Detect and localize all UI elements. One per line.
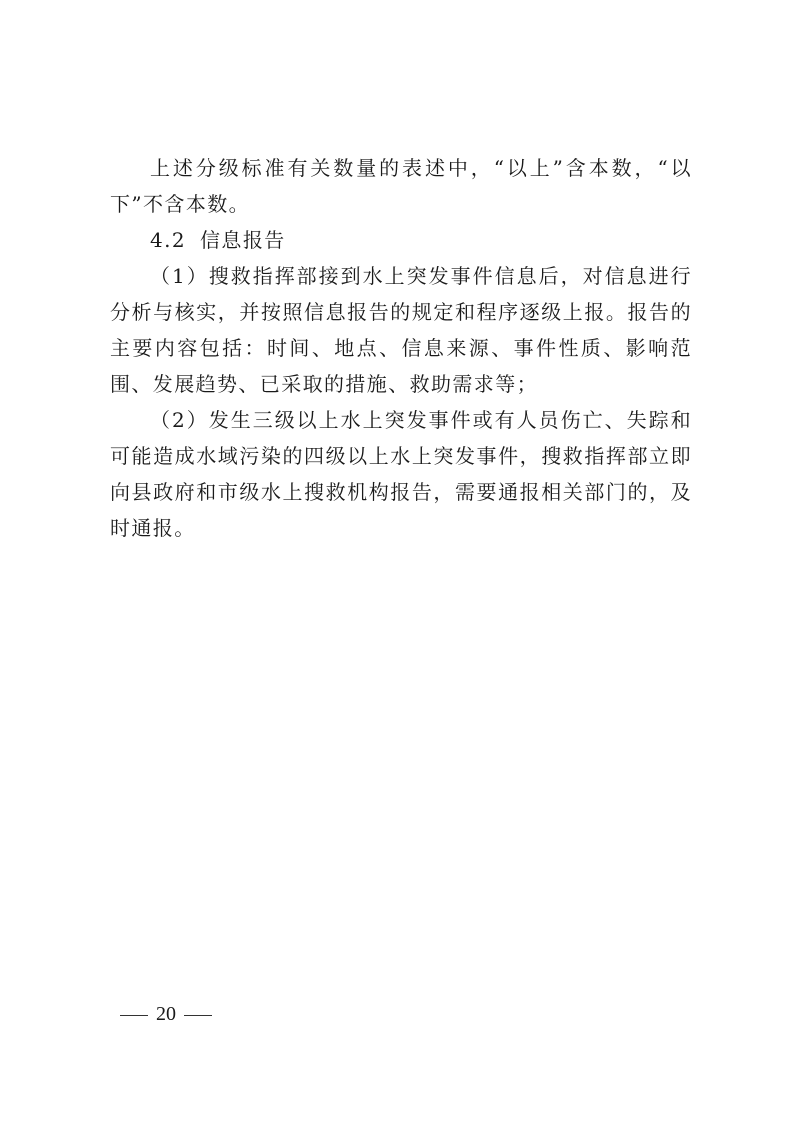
paragraph-grading-note: 上述分级标准有关数量的表述中，“以上”含本数，“以下”不含本数。 (110, 156, 692, 216)
footer-dash-right (184, 1015, 212, 1016)
body-text (110, 150, 692, 546)
page-number: 20 (156, 1003, 176, 1025)
page-footer (112, 1003, 220, 1026)
footer-dash-left (120, 1015, 148, 1016)
list-item-2: （2）发生三级以上水上突发事件或有人员伤亡、失踪和可能造成水域污染的四级以上水上突发事件，搜救指挥部立即向县政府和市级水上搜救机构报告，需要通报相关部门的，及时通报。 (110, 408, 692, 540)
section-title: 信息报告 (200, 228, 286, 252)
section-number: 4.2 (150, 228, 187, 252)
section-heading (110, 222, 692, 258)
list-item-1: （1）搜救指挥部接到水上突发事件信息后，对信息进行分析与核实，并按照信息报告的规定和程序逐级上报。报告的主要内容包括：时间、地点、信息来源、事件性质、影响范围、发展趋势、已采取的措施、救助需求等； (110, 264, 692, 396)
